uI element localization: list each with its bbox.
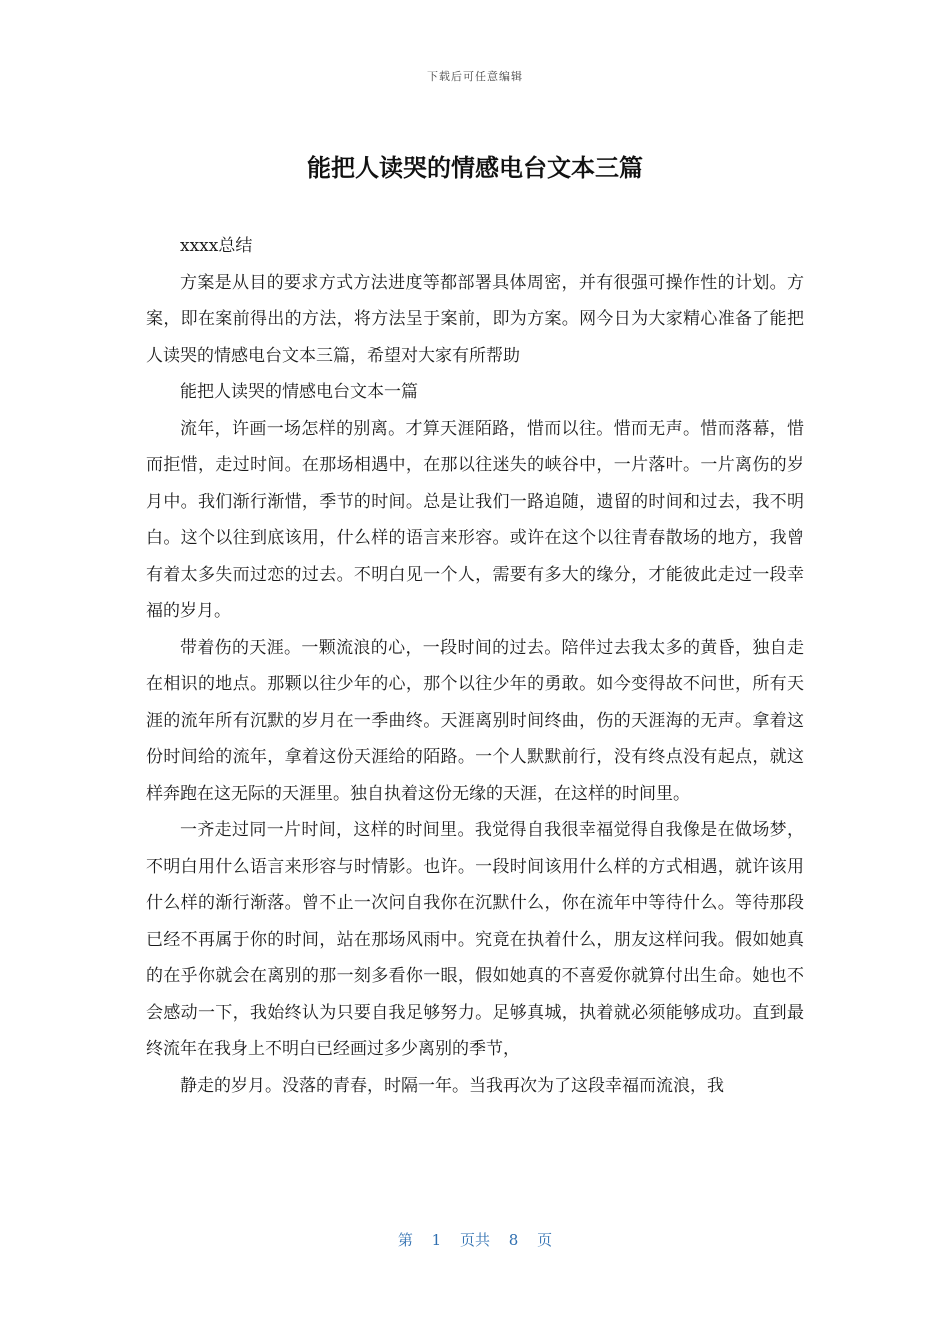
page-footer-suffix: 页	[537, 1231, 553, 1249]
page-footer-middle: 页共	[459, 1231, 490, 1249]
paragraph: 一齐走过同一片时间，这样的时间里。我觉得自我很幸福觉得自我像是在做场梦，不明白用什么语言来形容与时情影。也许。一段时间该用什么样的方式相遇，就许该用什么样的渐行渐落。曾不止一次问自我你在沉默什么，你在流年中等待什么。等待那段已经不再属于你的时间，站在那场风雨中。究竟在执着什么，朋友这样问我。假如她真的在乎你就会在离别的那一刻多看你一眼，假如她真的不喜爱你就算付出生命。她也不会感动一下，我始终认为只要自我足够努力。足够真城，执着就必须能够成功。直到最终流年在我身上不明白已经画过多少离别的季节，	[146, 820, 804, 1059]
paragraph-summary-label: xxxx总结	[180, 236, 253, 256]
paragraph-intro: 方案是从目的要求方式方法进度等都部署具体周密，并有很强可操作性的计划。方案，即在案前得出的方法，将方法呈于案前，即为方案。网今日为大家精心准备了能把人读哭的情感电台文本三篇，希望对大家有所帮助	[146, 272, 804, 366]
page-number-current: 1	[431, 1231, 442, 1249]
paragraph: 静走的岁月。没落的青春，时隔一年。当我再次为了这段幸福而流浪，我	[180, 1075, 724, 1096]
document-title: 能把人读哭的情感电台文本三篇	[307, 154, 643, 182]
paragraph: 带着伤的天涯。一颗流浪的心，一段时间的过去。陪伴过去我太多的黄昏，独自走在相识的地点。那颗以往少年的心，那个以往少年的勇敢。如今变得故不问世，所有天涯的流年所有沉默的岁月在一季曲终。天涯离别时间终曲，伤的天涯海的无声。拿着这份时间给的流年，拿着这份天涯给的陌路。一个人默默前行，没有终点没有起点，就这样奔跑在这无际的天涯里。独自执着这份无缘的天涯，在这样的时间里。	[146, 637, 804, 804]
header-note: 下载后可任意编辑	[427, 70, 523, 83]
paragraph: 流年，许画一场怎样的别离。才算天涯陌路，惜而以往。惜而无声。惜而落幕，惜而拒惜，走过时间。在那场相遇中，在那以往迷失的峡谷中，一片落叶。一片离伤的岁月中。我们渐行渐惜，季节的时间。总是让我们一路追随，遗留的时间和过去，我不明白。这个以往到底该用，什么样的语言来形容。或许在这个以往青春散场的地方，我曾有着太多失而过恋的过去。不明白见一个人，需要有多大的缘分，才能彼此走过一段幸福的岁月。	[146, 418, 804, 621]
page-number-total: 8	[508, 1231, 519, 1249]
document-body	[146, 228, 804, 1104]
page-footer-prefix: 第	[397, 1231, 413, 1249]
section-heading-first: 能把人读哭的情感电台文本一篇	[180, 382, 418, 402]
page-footer	[0, 1229, 950, 1250]
